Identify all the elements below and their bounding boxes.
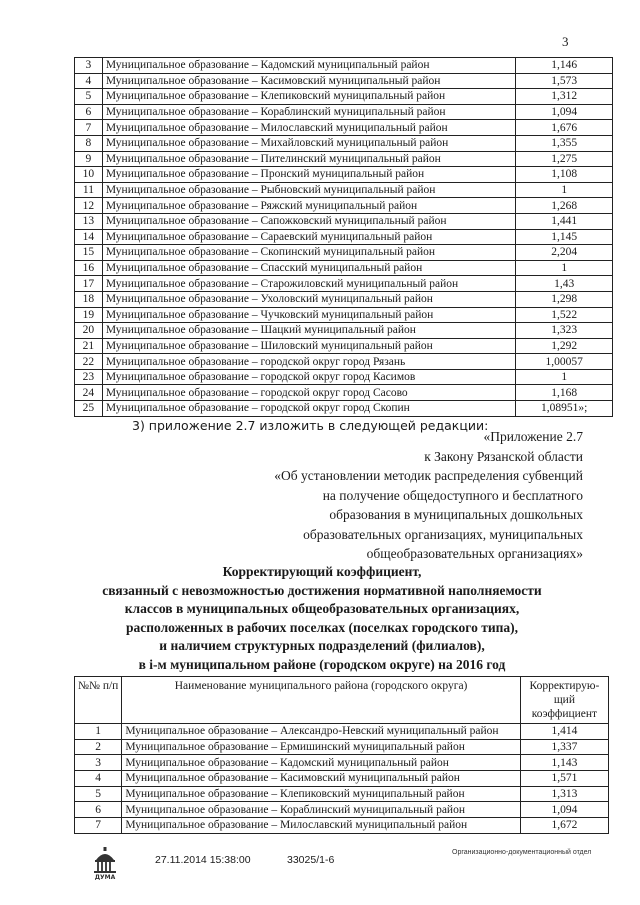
row-name: Муниципальное образование – Старожиловский муниципальный район xyxy=(102,276,516,292)
title-line: расположенных в рабочих поселках (поселках городского типа), xyxy=(125,619,519,635)
row-number: 11 xyxy=(75,182,103,198)
appendix-ref-line: на получение общедоступного и бесплатного xyxy=(322,487,583,503)
row-number: 4 xyxy=(75,771,122,787)
row-value: 1,275 xyxy=(516,151,613,167)
row-value: 1,094 xyxy=(520,802,608,818)
title-line: классов в муниципальных общеобразовательных организациях, xyxy=(124,601,520,617)
coefficients-table xyxy=(74,676,609,834)
row-value: 1,573 xyxy=(516,73,613,89)
row-name: Муниципальное образование – Милославский муниципальный район xyxy=(102,120,516,136)
table-row xyxy=(75,135,613,151)
row-name: Муниципальное образование – городской округ город Касимов xyxy=(102,369,516,385)
footer-doc-code: 33025/1-6 xyxy=(287,854,335,866)
title-line: и наличием структурных подразделений (филиалов), xyxy=(159,638,485,654)
page-footer xyxy=(0,846,640,886)
table-row xyxy=(75,385,613,401)
table-row xyxy=(75,307,613,323)
table-row xyxy=(75,802,609,818)
row-name: Муниципальное образование – городской округ город Сасово xyxy=(102,385,516,401)
header-coef: Корректирую-щий коэффициент xyxy=(520,677,608,724)
table-row xyxy=(75,120,613,136)
row-number: 7 xyxy=(75,120,103,136)
row-number: 15 xyxy=(75,245,103,261)
row-value: 1,571 xyxy=(520,771,608,787)
row-value: 1 xyxy=(516,182,613,198)
row-number: 7 xyxy=(75,818,122,834)
logo-caption: ДУМА xyxy=(94,874,116,880)
row-number: 14 xyxy=(75,229,103,245)
table-row xyxy=(75,104,613,120)
row-number: 21 xyxy=(75,338,103,354)
table-row xyxy=(75,167,613,183)
appendix-reference xyxy=(274,427,583,564)
row-number: 20 xyxy=(75,323,103,339)
row-number: 17 xyxy=(75,276,103,292)
table-row xyxy=(75,369,613,385)
row-value: 1,43 xyxy=(516,276,613,292)
row-name: Муниципальное образование – Ряжский муниципальный район xyxy=(102,198,516,214)
row-name: Муниципальное образование – Кадомский муниципальный район xyxy=(102,58,516,74)
appendix-ref-line: общеобразовательных организациях» xyxy=(366,546,583,561)
row-number: 19 xyxy=(75,307,103,323)
row-name: Муниципальное образование – Пронский муниципальный район xyxy=(102,167,516,183)
row-value: 1,522 xyxy=(516,307,613,323)
footer-timestamp: 27.11.2014 15:38:00 xyxy=(155,854,251,866)
row-value: 1,146 xyxy=(516,58,613,74)
row-name: Муниципальное образование – Александро-Невский муниципальный район xyxy=(122,724,520,740)
row-number: 6 xyxy=(75,104,103,120)
document-title xyxy=(60,563,584,675)
row-name: Муниципальное образование – городской округ город Рязань xyxy=(102,354,516,370)
row-number: 6 xyxy=(75,802,122,818)
table-row xyxy=(75,213,613,229)
row-number: 5 xyxy=(75,89,103,105)
row-value: 1,143 xyxy=(520,755,608,771)
appendix-ref-line: «Об установлении методик распределения субвенций xyxy=(274,468,583,483)
table-row xyxy=(75,354,613,370)
appendix-ref-line: образования в муниципальных дошкольных xyxy=(329,507,583,522)
table-row xyxy=(75,401,613,417)
table-row xyxy=(75,818,609,834)
table-row xyxy=(75,89,613,105)
appendix-ref-line: к Закону Рязанской области xyxy=(424,448,583,464)
row-name: Муниципальное образование – Кадомский муниципальный район xyxy=(122,755,520,771)
table-row xyxy=(75,724,609,740)
row-name: Муниципальное образование – Касимовский муниципальный район xyxy=(122,771,520,787)
table-row xyxy=(75,771,609,787)
table-row xyxy=(75,338,613,354)
row-value: 1,00057 xyxy=(516,354,613,370)
title-line: в i-м муниципальном районе (городском округе) на 2016 год xyxy=(138,656,506,672)
row-name: Муниципальное образование – Ермишинский муниципальный район xyxy=(122,739,520,755)
table-row xyxy=(75,260,613,276)
row-name: Муниципальное образование – Пителинский муниципальный район xyxy=(102,151,516,167)
table-row xyxy=(75,291,613,307)
row-value: 1,08951»; xyxy=(516,401,613,417)
row-number: 4 xyxy=(75,73,103,89)
table-row xyxy=(75,276,613,292)
row-name: Муниципальное образование – Клепиковский муниципальный район xyxy=(122,786,520,802)
row-name: Муниципальное образование – Шиловский муниципальный район xyxy=(102,338,516,354)
row-number: 10 xyxy=(75,167,103,183)
row-value: 1,168 xyxy=(516,385,613,401)
row-name: Муниципальное образование – Шацкий муниципальный район xyxy=(102,323,516,339)
table-row xyxy=(75,58,613,74)
table-row xyxy=(75,229,613,245)
table-row xyxy=(75,245,613,261)
bottom-table-body xyxy=(75,724,609,834)
row-number: 24 xyxy=(75,385,103,401)
row-number: 22 xyxy=(75,354,103,370)
row-name: Муниципальное образование – Касимовский муниципальный район xyxy=(102,73,516,89)
row-number: 3 xyxy=(75,58,103,74)
row-value: 1,094 xyxy=(516,104,613,120)
header-name: Наименование муниципального района (городского округа) xyxy=(122,677,520,724)
row-name: Муниципальное образование – Михайловский муниципальный район xyxy=(102,135,516,151)
table-header-row xyxy=(75,677,609,724)
table-row xyxy=(75,73,613,89)
row-name: Муниципальное образование – Рыбновский муниципальный район xyxy=(102,182,516,198)
row-value: 1,323 xyxy=(516,323,613,339)
row-value: 2,204 xyxy=(516,245,613,261)
coefficients-table-continued xyxy=(74,57,613,417)
appendix-ref-line: «Приложение 2.7 xyxy=(483,429,583,444)
row-value: 1,313 xyxy=(520,786,608,802)
row-number: 18 xyxy=(75,291,103,307)
row-name: Муниципальное образование – Сапожковский муниципальный район xyxy=(102,213,516,229)
table-row xyxy=(75,755,609,771)
row-number: 5 xyxy=(75,786,122,802)
row-number: 12 xyxy=(75,198,103,214)
page-number: 3 xyxy=(562,34,569,49)
row-name: Муниципальное образование – Кораблинский муниципальный район xyxy=(102,104,516,120)
row-number: 23 xyxy=(75,369,103,385)
row-name: Муниципальное образование – Клепиковский муниципальный район xyxy=(102,89,516,105)
row-value: 1 xyxy=(516,260,613,276)
row-value: 1,672 xyxy=(520,818,608,834)
appendix-ref-line: образовательных организациях, муниципальных xyxy=(303,526,583,542)
row-number: 25 xyxy=(75,401,103,417)
row-number: 1 xyxy=(75,724,122,740)
row-name: Муниципальное образование – Кораблинский муниципальный район xyxy=(122,802,520,818)
row-value: 1,441 xyxy=(516,213,613,229)
row-name: Муниципальное образование – Чучковский муниципальный район xyxy=(102,307,516,323)
row-number: 13 xyxy=(75,213,103,229)
table-row xyxy=(75,739,609,755)
row-name: Муниципальное образование – Ухоловский муниципальный район xyxy=(102,291,516,307)
row-number: 8 xyxy=(75,135,103,151)
row-number: 3 xyxy=(75,755,122,771)
row-number: 16 xyxy=(75,260,103,276)
footer-department: Организационно-документационный отдел xyxy=(452,849,592,856)
item-3-instruction: 3) приложение 2.7 изложить в следующей редакции: xyxy=(132,418,489,433)
row-value: 1,676 xyxy=(516,120,613,136)
row-value: 1,337 xyxy=(520,739,608,755)
row-value: 1,268 xyxy=(516,198,613,214)
row-number: 9 xyxy=(75,151,103,167)
row-value: 1,355 xyxy=(516,135,613,151)
row-name: Муниципальное образование – Сараевский муниципальный район xyxy=(102,229,516,245)
header-num: №№ п/п xyxy=(75,677,122,724)
table-row xyxy=(75,151,613,167)
top-table-body xyxy=(75,58,613,417)
table-row xyxy=(75,323,613,339)
row-value: 1,292 xyxy=(516,338,613,354)
row-name: Муниципальное образование – Скопинский муниципальный район xyxy=(102,245,516,261)
row-value: 1,312 xyxy=(516,89,613,105)
row-name: Муниципальное образование – Спасский муниципальный район xyxy=(102,260,516,276)
title-line: Корректирующий коэффициент, xyxy=(222,564,422,579)
row-value: 1,108 xyxy=(516,167,613,183)
row-value: 1 xyxy=(516,369,613,385)
duma-logo-icon xyxy=(90,846,120,880)
table-row xyxy=(75,182,613,198)
row-name: Муниципальное образование – Милославский муниципальный район xyxy=(122,818,520,834)
title-line: связанный с невозможностью достижения нормативной наполняемости xyxy=(102,582,542,598)
row-value: 1,145 xyxy=(516,229,613,245)
table-row xyxy=(75,198,613,214)
table-row xyxy=(75,786,609,802)
row-number: 2 xyxy=(75,739,122,755)
row-value: 1,298 xyxy=(516,291,613,307)
row-value: 1,414 xyxy=(520,724,608,740)
row-name: Муниципальное образование – городской округ город Скопин xyxy=(102,401,516,417)
